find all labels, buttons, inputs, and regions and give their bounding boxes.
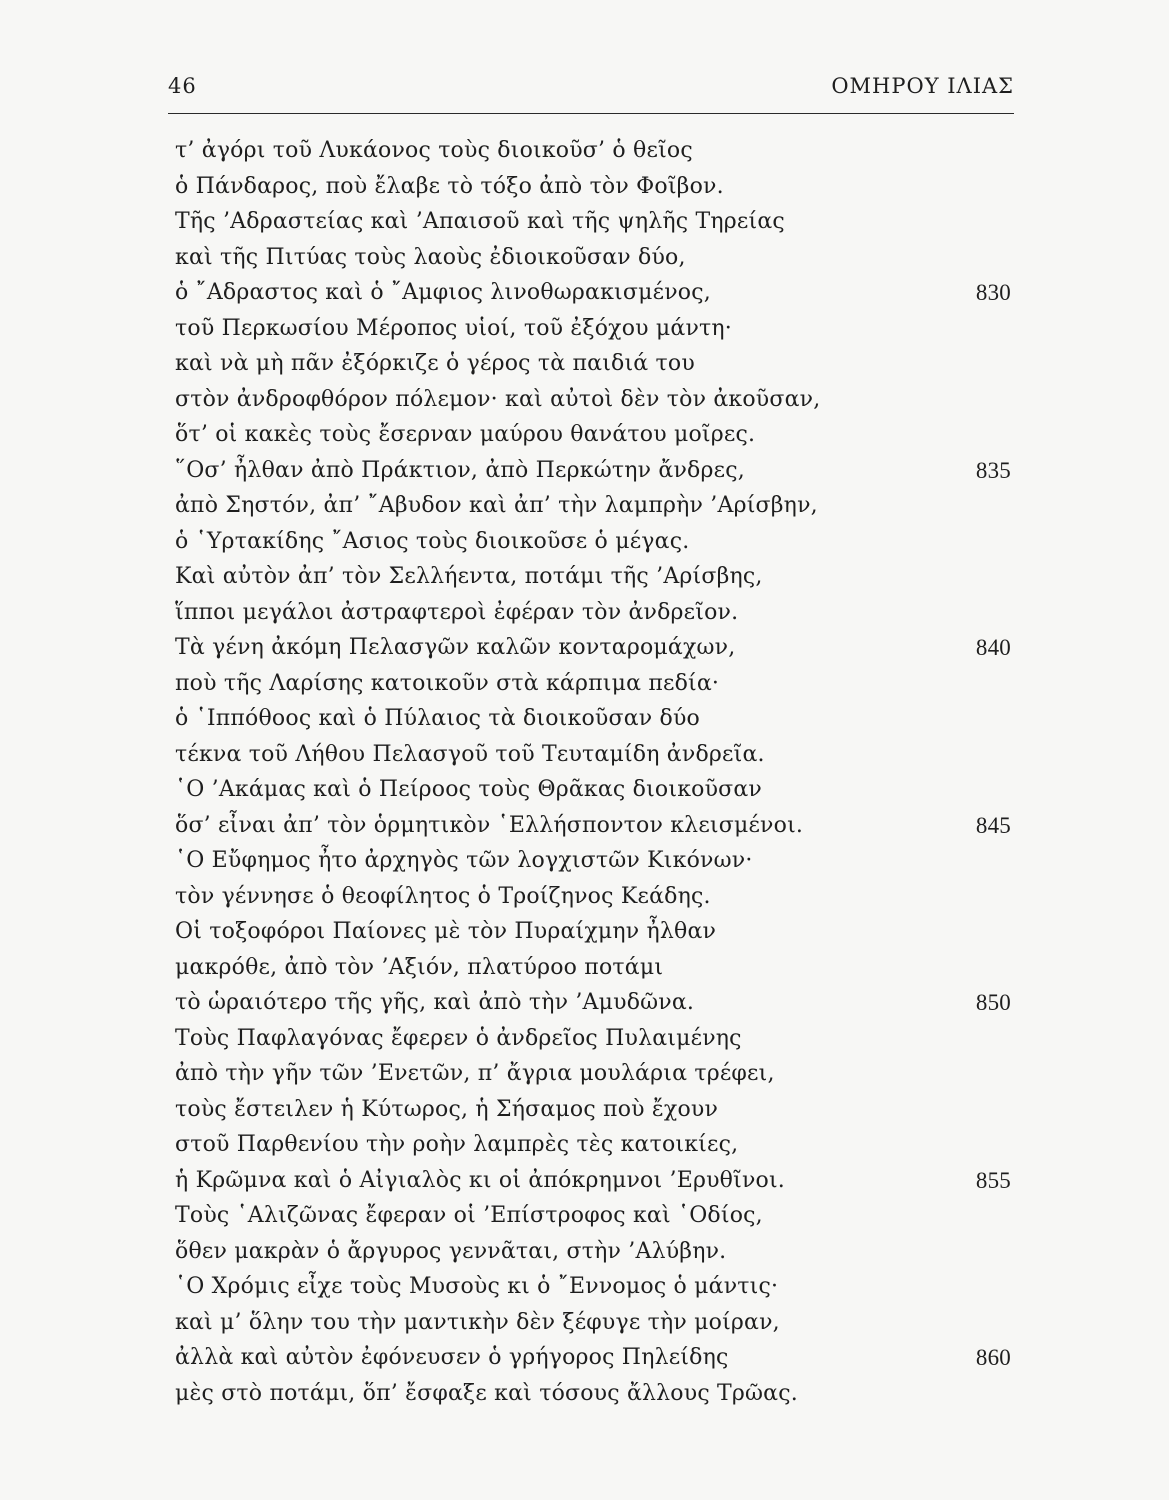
verse-text: ῾Ο Χρόμις εἶχε τοὺς Μυσοὺς κι ὁ ῎Εννομος ὁ μάντις·	[175, 1274, 779, 1299]
verse-text: καὶ μ’ ὅλην του τὴν μαντικὴν δὲν ξέφυγε τὴν μοίραν,	[175, 1309, 780, 1335]
page-header	[168, 74, 1014, 108]
line-number: 860	[975, 1345, 1011, 1370]
verse-line	[175, 1056, 1021, 1092]
verse-text: τέκνα τοῦ Λήθου Πελασγοῦ τοῦ Τευταμίδη ἀνδρεῖα.	[175, 741, 765, 767]
verse-line	[175, 1305, 1021, 1341]
verse-text: ποὺ τῆς Λαρίσης κατοικοῦν στὰ κάρπιμα πεδία·	[175, 670, 720, 696]
verse-line	[175, 595, 1021, 631]
verse-line	[175, 950, 1021, 986]
verse-text: ῾Ο Εὔφημος ἦτο ἀρχηγὸς τῶν λογχιστῶν Κικόνων·	[175, 848, 753, 873]
verse-text: Καὶ αὐτὸν ἀπ’ τὸν Σελλήεντα, ποτάμι τῆς ’Αρίσβης,	[175, 564, 763, 589]
verse-line	[175, 1198, 1021, 1234]
verse-text: Τὰ γένη ἀκόμη Πελασγῶν καλῶν κονταρομάχων,	[175, 635, 736, 660]
verse-line	[175, 808, 1021, 844]
verse-line	[175, 169, 1021, 205]
verse-line	[175, 1163, 1021, 1199]
verse-text: ὅσ’ εἶναι ἀπ’ τὸν ὁρμητικὸν ῾Ελλήσποντον κλεισμένοι.	[175, 812, 804, 838]
verse-text: ὅτ’ οἱ κακὲς τοὺς ἔσερναν μαύρου θανάτου μοῖρες.	[175, 422, 756, 447]
verse-line	[175, 275, 1021, 311]
verse-line	[175, 417, 1021, 453]
verse-line	[175, 1340, 1021, 1376]
verse-line	[175, 1092, 1021, 1128]
verse-line	[175, 311, 1021, 347]
verse-text: καὶ νὰ μὴ πᾶν ἐξόρκιζε ὁ γέρος τὰ παιδιά του	[175, 351, 695, 376]
line-number: 835	[975, 457, 1011, 483]
running-title: ΟΜΗΡΟΥ ΙΛΙΑΣ	[831, 74, 1014, 98]
verse-text: τὸ ὡραιότερο τῆς γῆς, καὶ ἀπὸ τὴν ’Αμυδῶνα.	[175, 990, 695, 1015]
verse-text: ὅθεν μακρὰν ὁ ἄργυρος γεννᾶται, στὴν ’Αλύβην.	[175, 1238, 727, 1264]
verse-line	[175, 701, 1021, 737]
verse-text: μὲς στὸ ποτάμι, ὅπ’ ἔσφαξε καὶ τόσους ἄλλους Τρῶας.	[175, 1380, 798, 1406]
verse-text: τὸν γέννησε ὁ θεοφίλητος ὁ Τροίζηνος Κεάδης.	[175, 883, 711, 909]
verse-text: Οἱ τοξοφόροι Παίονες μὲ τὸν Πυραίχμην ἦλθαν	[175, 919, 717, 944]
verse-text: στὸν ἀνδροφθόρον πόλεμον· καὶ αὐτοὶ δὲν τὸν ἀκοῦσαν,	[175, 386, 821, 412]
verse-text: ὁ ῾Υρτακίδης ῎Ασιος τοὺς διοικοῦσε ὁ μέγας.	[175, 528, 690, 554]
verse-line	[175, 985, 1021, 1021]
verse-line	[175, 879, 1021, 915]
verse-text: τοῦ Περκωσίου Μέροπος υἱοί, τοῦ ἐξόχου μάντη·	[175, 315, 732, 341]
line-number: 840	[975, 635, 1011, 660]
verse-text: ῞Οσ’ ἦλθαν ἀπὸ Πράκτιον, ἀπὸ Περκώτην ἄνδρες,	[175, 457, 745, 483]
verse-text: ἡ Κρῶμνα καὶ ὁ Αἰγιαλὸς κι οἱ ἀπόκρημνοι ’Ερυθῖνοι.	[175, 1167, 785, 1193]
verse-line	[175, 346, 1021, 382]
verse-text: ἀπὸ Σηστόν, ἀπ’ ῎Αβυδον καὶ ἀπ’ τὴν λαμπρὴν ’Αρίσβην,	[175, 493, 818, 518]
page-number: 46	[168, 74, 197, 98]
verse-line	[175, 630, 1021, 666]
verse-text: τοὺς ἔστειλεν ἡ Κύτωρος, ἡ Σήσαμος ποὺ ἔχουν	[175, 1096, 719, 1122]
verse-text: τ’ ἀγόρι τοῦ Λυκάονος τοὺς διοικοῦσ’ ὁ θεῖος	[175, 138, 693, 163]
verse-line	[175, 772, 1021, 808]
verse-line	[175, 737, 1021, 773]
verse-text: Τῆς ’Αδραστείας καὶ ’Απαισοῦ καὶ τῆς ψηλῆς Τηρείας	[175, 209, 785, 234]
verse-text: ἵπποι μεγάλοι ἀστραφτεροὶ ἐφέραν τὸν ἀνδρεῖον.	[175, 599, 739, 625]
verse-text: στοῦ Παρθενίου τὴν ροὴν λαμπρὲς τὲς κατοικίες,	[175, 1132, 739, 1157]
verse-text: ἀλλὰ καὶ αὐτὸν ἐφόνευσεν ὁ γρήγορος Πηλείδης	[175, 1345, 729, 1370]
verse-line	[175, 1269, 1021, 1305]
verse-text: Τοὺς ῾Αλιζῶνας ἔφεραν οἱ ’Επίστροφος καὶ ῾Οδίος,	[175, 1203, 763, 1228]
verse-line	[175, 1234, 1021, 1270]
line-number: 850	[975, 990, 1011, 1015]
verse-text: ῾Ο ’Ακάμας καὶ ὁ Πείροος τοὺς Θρᾶκας διοικοῦσαν	[175, 777, 763, 802]
header-rule	[168, 113, 1014, 114]
verse-line	[175, 453, 1021, 489]
verse-text: ὁ ῎Αδραστος καὶ ὁ ῎Αμφιος λινοθωρακισμένος,	[175, 280, 711, 305]
verse-line	[175, 524, 1021, 560]
verse-line	[175, 666, 1021, 702]
verse-line	[175, 382, 1021, 418]
verse-line	[175, 133, 1021, 169]
verse-line	[175, 843, 1021, 879]
verse-line	[175, 204, 1021, 240]
verse-text: ἀπὸ τὴν γῆν τῶν ’Ενετῶν, π’ ἄγρια μουλάρια τρέφει,	[175, 1061, 775, 1086]
verse-line	[175, 1127, 1021, 1163]
verse-line	[175, 488, 1021, 524]
verse-line	[175, 1376, 1021, 1412]
verse-text: μακρόθε, ἀπὸ τὸν ’Αξιόν, πλατύροο ποτάμι	[175, 954, 664, 980]
line-number: 830	[975, 280, 1011, 305]
verse-line	[175, 559, 1021, 595]
verse-block	[175, 133, 1021, 1411]
verse-line	[175, 1021, 1021, 1057]
line-number: 845	[975, 812, 1011, 838]
verse-text: ὁ ῾Ιππόθοος καὶ ὁ Πύλαιος τὰ διοικοῦσαν δύο	[175, 706, 700, 731]
verse-line	[175, 240, 1021, 276]
line-number: 855	[975, 1167, 1011, 1193]
verse-text: ὁ Πάνδαρος, ποὺ ἔλαβε τὸ τόξο ἀπὸ τὸν Φοῖβον.	[175, 173, 724, 199]
verse-line	[175, 914, 1021, 950]
verse-text: Τοὺς Παφλαγόνας ἔφερεν ὁ ἀνδρεῖος Πυλαιμένης	[175, 1025, 742, 1051]
verse-text: καὶ τῆς Πιτύας τοὺς λαοὺς ἐδιοικοῦσαν δύο,	[175, 244, 686, 270]
